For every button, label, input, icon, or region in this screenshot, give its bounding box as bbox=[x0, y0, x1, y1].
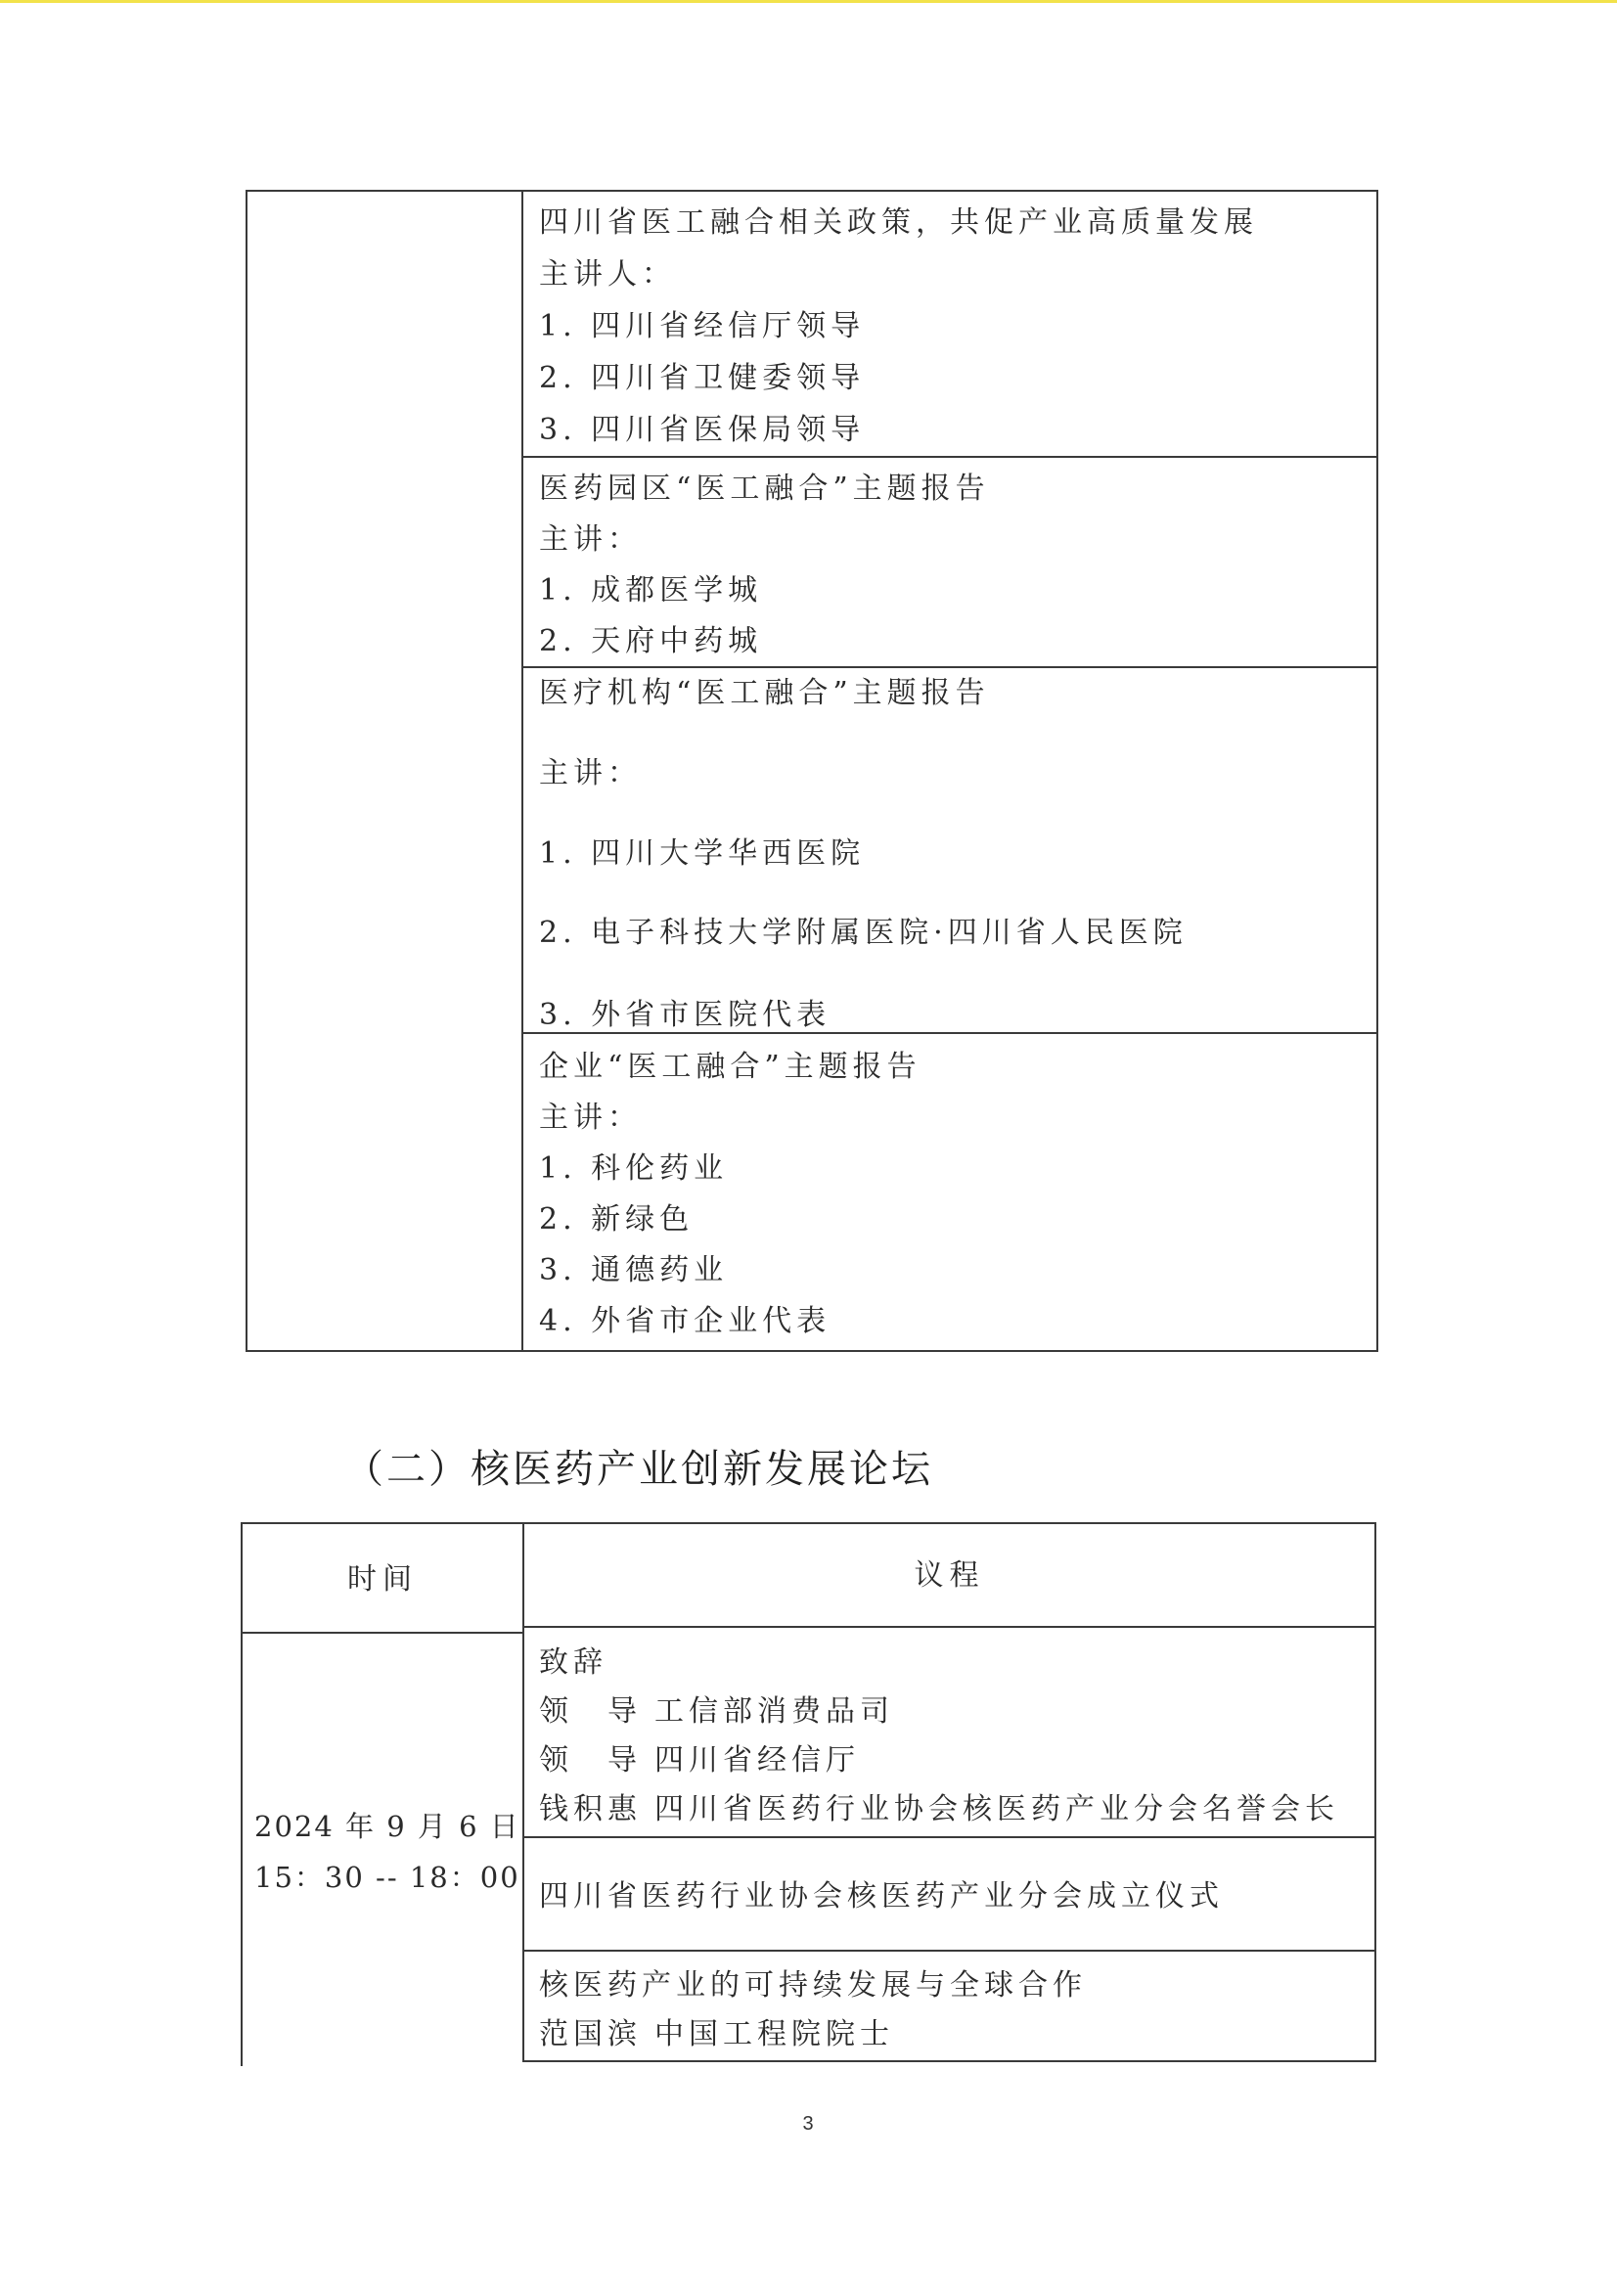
cell-line: 2. 新绿色 bbox=[539, 1202, 695, 1237]
header-agenda: 议程 bbox=[914, 1558, 985, 1593]
cell-line: 主讲： bbox=[539, 1101, 642, 1135]
cell-title: 四川省医药行业协会核医药产业分会成立仪式 bbox=[539, 1879, 1224, 1913]
top-border-strip bbox=[0, 0, 1617, 3]
speaker-role: 钱积惠 bbox=[539, 1792, 642, 1826]
cell-line: 4. 外省市企业代表 bbox=[539, 1304, 831, 1338]
cell-line: 主讲： bbox=[539, 522, 642, 557]
table-2-header-divider bbox=[522, 1626, 1376, 1628]
cell-line: 1. 四川大学华西医院 bbox=[539, 836, 866, 871]
cell-line: 2. 电子科技大学附属医院·四川省人民医院 bbox=[539, 916, 1188, 950]
speaker-role: 范国滨 bbox=[539, 2017, 642, 2051]
speaker-detail: 四川省经信厅 bbox=[654, 1743, 860, 1778]
speaker-detail: 四川省医药行业协会核医药产业分会名誉会长 bbox=[654, 1792, 1339, 1826]
cell-title: 医疗机构“医工融合”主题报告 bbox=[539, 676, 990, 710]
speaker-role: 领 导 bbox=[539, 1743, 642, 1778]
table-1-row-divider bbox=[521, 456, 1378, 458]
table-2-top-border bbox=[241, 1522, 1376, 1524]
table-2-right-border bbox=[1374, 1522, 1376, 2062]
cell-line: 主讲： bbox=[539, 756, 642, 790]
cell-line: 3. 通德药业 bbox=[539, 1253, 729, 1287]
speaker-line bbox=[539, 2017, 894, 2052]
cell-line: 1. 四川省经信厅领导 bbox=[539, 309, 866, 343]
cell-line: 1. 科伦药业 bbox=[539, 1151, 729, 1186]
session-date: 2024 年 9 月 6 日 bbox=[254, 1810, 520, 1843]
cell-title: 四川省医工融合相关政策，共促产业高质量发展 bbox=[539, 205, 1258, 240]
table-2-left-border bbox=[241, 1522, 243, 2066]
speaker-role: 领 导 bbox=[539, 1694, 642, 1729]
cell-line: 主讲人： bbox=[539, 257, 676, 292]
cell-title: 企业“医工融合”主题报告 bbox=[539, 1050, 921, 1084]
speaker-line bbox=[539, 1792, 1339, 1827]
cell-title: 核医药产业的可持续发展与全球合作 bbox=[539, 1968, 1087, 2003]
cell-title: 医药园区“医工融合”主题报告 bbox=[539, 472, 990, 506]
header-time: 时间 bbox=[347, 1562, 418, 1597]
cell-line: 2. 四川省卫健委领导 bbox=[539, 361, 866, 395]
cell-line: 1. 成都医学城 bbox=[539, 573, 763, 608]
table-2-row-divider bbox=[522, 1950, 1376, 1952]
table-1-row-divider bbox=[521, 666, 1378, 668]
speaker-line bbox=[539, 1694, 894, 1730]
speaker-line bbox=[539, 1743, 860, 1778]
session-time-range: 15：30 -- 18：00 bbox=[254, 1861, 520, 1894]
table-2-bottom-border bbox=[522, 2060, 1376, 2062]
table-2-column-divider bbox=[522, 1522, 524, 2062]
cell-line: 2. 天府中药城 bbox=[539, 624, 763, 658]
cell-line: 3. 四川省医保局领导 bbox=[539, 413, 866, 447]
table-1-column-divider bbox=[521, 190, 523, 1352]
page-number: 3 bbox=[802, 2113, 814, 2135]
table-2-row-divider bbox=[522, 1836, 1376, 1838]
section-heading: （二）核医药产业创新发展论坛 bbox=[344, 1447, 933, 1492]
table-2-header-divider bbox=[241, 1632, 524, 1634]
cell-title: 致辞 bbox=[539, 1645, 607, 1680]
cell-line: 3. 外省市医院代表 bbox=[539, 998, 831, 1032]
speaker-detail: 中国工程院院士 bbox=[654, 2017, 894, 2051]
speaker-detail: 工信部消费品司 bbox=[654, 1694, 894, 1729]
